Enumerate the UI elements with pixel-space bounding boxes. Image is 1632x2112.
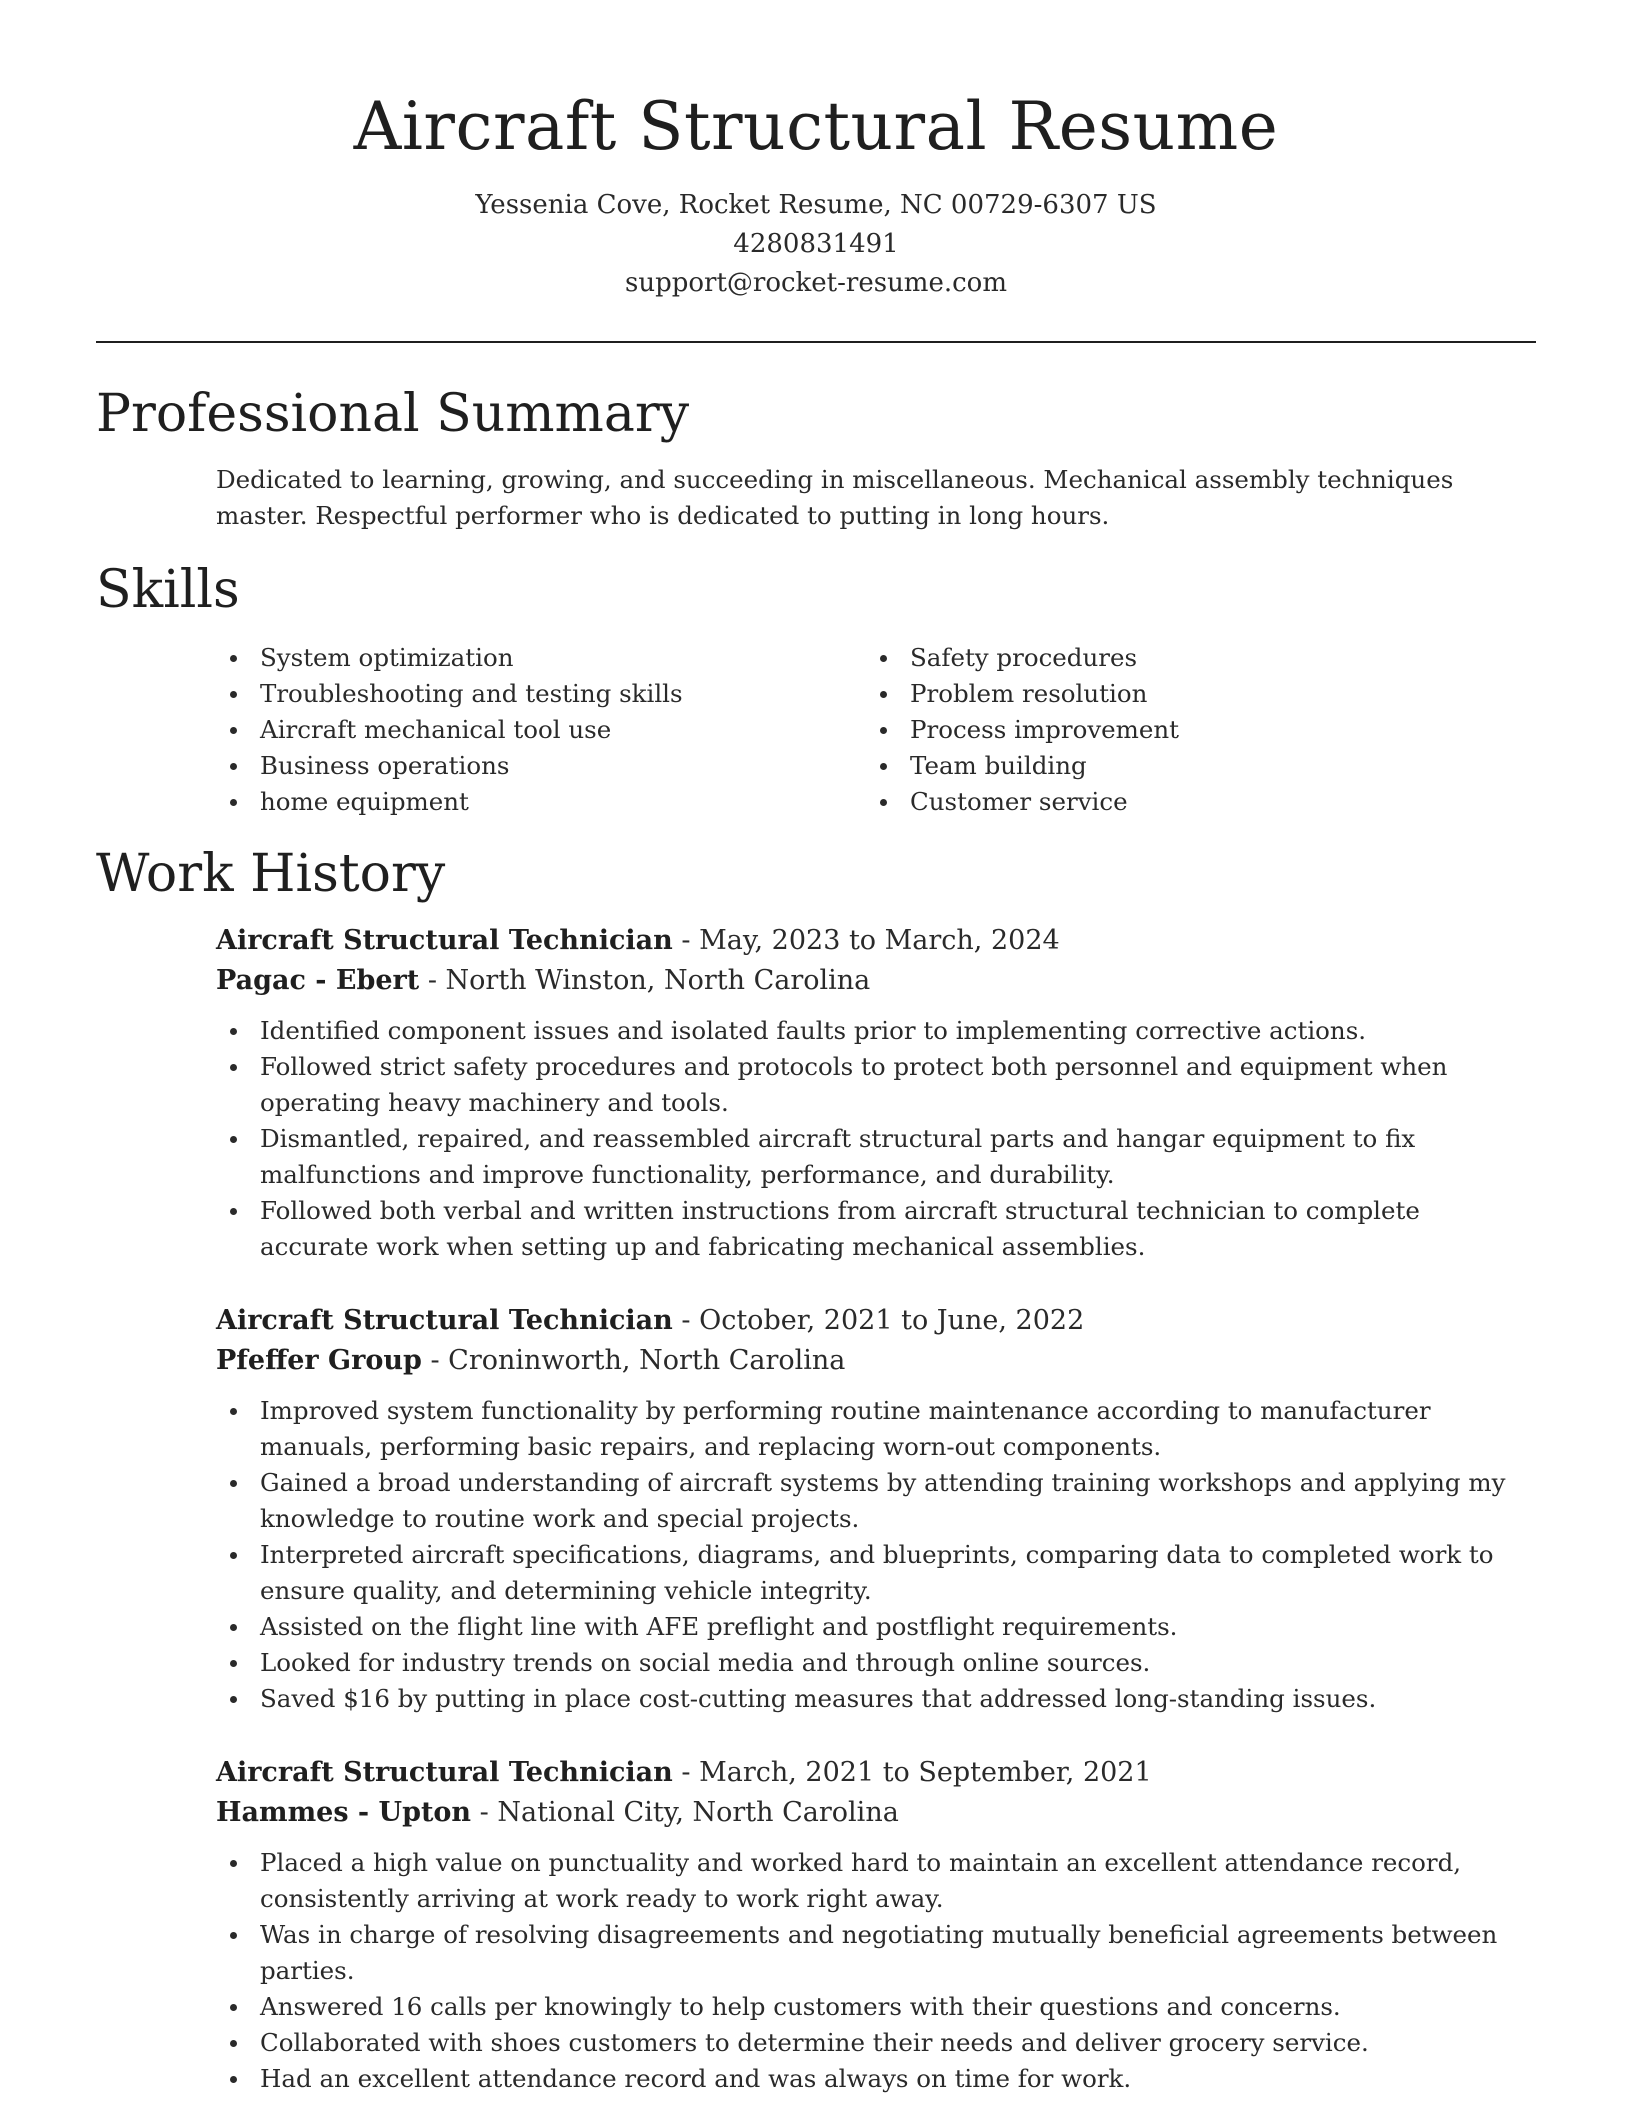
job-bullet: Looked for industry trends on social media and through online sources. bbox=[216, 1645, 1536, 1681]
job-location: North Winston, North Carolina bbox=[445, 965, 871, 996]
skill-item: Problem resolution bbox=[866, 676, 1526, 712]
job-title: Aircraft Structural Technician bbox=[216, 1757, 673, 1788]
job-bullet: Followed strict safety procedures and protocols to protect both personnel and equipment when operating heavy machinery and tools. bbox=[216, 1049, 1536, 1121]
job-company-line: Pagac - Ebert - North Winston, North Carolina bbox=[216, 965, 871, 996]
job-title-line: Aircraft Structural Technician - October, 2021 to June, 2022 bbox=[216, 1305, 1085, 1336]
skill-item: System optimization bbox=[216, 640, 816, 676]
job-dates: March, 2021 to September, 2021 bbox=[699, 1757, 1152, 1788]
skill-item: Safety procedures bbox=[866, 640, 1526, 676]
skill-item: Customer service bbox=[866, 784, 1526, 820]
contact-email: support@rocket-resume.com bbox=[624, 268, 1007, 298]
job-bullet: Dismantled, repaired, and reassembled aircraft structural parts and hangar equipment to fix malfunctions and improve functionality, performance, and durability. bbox=[216, 1121, 1536, 1193]
job-bullet: Assisted on the flight line with AFE preflight and postflight requirements. bbox=[216, 1609, 1536, 1645]
job-location: National City, North Carolina bbox=[497, 1797, 899, 1828]
summary-heading: Professional Summary bbox=[96, 384, 690, 444]
skill-item: Aircraft mechanical tool use bbox=[216, 712, 816, 748]
summary-text: Dedicated to learning, growing, and succeeding in miscellaneous. Mechanical assembly techniques master. Respectful performer who is dedicated to putting in long hours. bbox=[216, 465, 1454, 530]
job-bullet: Had an excellent attendance record and was always on time for work. bbox=[216, 2061, 1536, 2097]
contact-phone: 4280831491 bbox=[733, 229, 899, 259]
job-company: Hammes - Upton bbox=[216, 1797, 472, 1828]
skills-list-left bbox=[216, 640, 816, 820]
job-bullet: Gained a broad understanding of aircraft systems by attending training workshops and applying my knowledge to routine work and special projects. bbox=[216, 1465, 1536, 1537]
resume-title: Aircraft Structural Resume bbox=[353, 88, 1279, 165]
job-bullet: Interpreted aircraft specifications, diagrams, and blueprints, comparing data to completed work to ensure quality, and determining vehicle integrity. bbox=[216, 1537, 1536, 1609]
job-bullets bbox=[216, 1393, 1536, 1717]
job-company: Pfeffer Group bbox=[216, 1345, 422, 1376]
job-entry bbox=[216, 921, 1536, 1265]
job-company: Pagac - Ebert bbox=[216, 965, 420, 996]
job-bullet: Placed a high value on punctuality and worked hard to maintain an excellent attendance record, consistently arriving at work ready to work right away. bbox=[216, 1845, 1536, 1917]
job-bullet: Collaborated with shoes customers to determine their needs and deliver grocery service. bbox=[216, 2025, 1536, 2061]
skill-item: Team building bbox=[866, 748, 1526, 784]
job-title-line: Aircraft Structural Technician - May, 2023 to March, 2024 bbox=[216, 925, 1060, 956]
job-bullet: Identified component issues and isolated faults prior to implementing corrective actions. bbox=[216, 1013, 1536, 1049]
job-bullets bbox=[216, 1013, 1536, 1265]
skill-item: Troubleshooting and testing skills bbox=[216, 676, 816, 712]
skills-heading: Skills bbox=[96, 560, 240, 620]
contact-address: Yessenia Cove, Rocket Resume, NC 00729-6307 US bbox=[475, 190, 1157, 220]
job-location: Croninworth, North Carolina bbox=[448, 1345, 846, 1376]
job-dates: October, 2021 to June, 2022 bbox=[699, 1305, 1085, 1336]
skill-item: Process improvement bbox=[866, 712, 1526, 748]
skills-list-right bbox=[866, 640, 1526, 820]
job-title: Aircraft Structural Technician bbox=[216, 925, 673, 956]
skill-item: home equipment bbox=[216, 784, 816, 820]
job-company-line: Pfeffer Group - Croninworth, North Carolina bbox=[216, 1345, 846, 1376]
job-title: Aircraft Structural Technician bbox=[216, 1305, 673, 1336]
job-bullet: Saved $16 by putting in place cost-cutting measures that addressed long-standing issues. bbox=[216, 1681, 1536, 1717]
job-bullet: Was in charge of resolving disagreements and negotiating mutually beneficial agreements between parties. bbox=[216, 1917, 1536, 1989]
job-dates: May, 2023 to March, 2024 bbox=[699, 925, 1060, 956]
work-history-heading: Work History bbox=[96, 844, 446, 904]
job-bullet: Improved system functionality by performing routine maintenance according to manufacturer manuals, performing basic repairs, and replacing worn-out components. bbox=[216, 1393, 1536, 1465]
job-bullet: Followed both verbal and written instructions from aircraft structural technician to complete accurate work when setting up and fabricating mechanical assemblies. bbox=[216, 1193, 1536, 1265]
job-company-line: Hammes - Upton - National City, North Carolina bbox=[216, 1797, 899, 1828]
job-entry bbox=[216, 1301, 1536, 1717]
job-title-line: Aircraft Structural Technician - March, 2021 to September, 2021 bbox=[216, 1757, 1152, 1788]
job-bullets bbox=[216, 1845, 1536, 2097]
contact-block bbox=[0, 186, 1632, 303]
job-bullet: Answered 16 calls per knowingly to help customers with their questions and concerns. bbox=[216, 1989, 1536, 2025]
header-divider bbox=[96, 341, 1536, 343]
job-entry bbox=[216, 1753, 1536, 2097]
skill-item: Business operations bbox=[216, 748, 816, 784]
resume-header bbox=[0, 0, 1632, 303]
